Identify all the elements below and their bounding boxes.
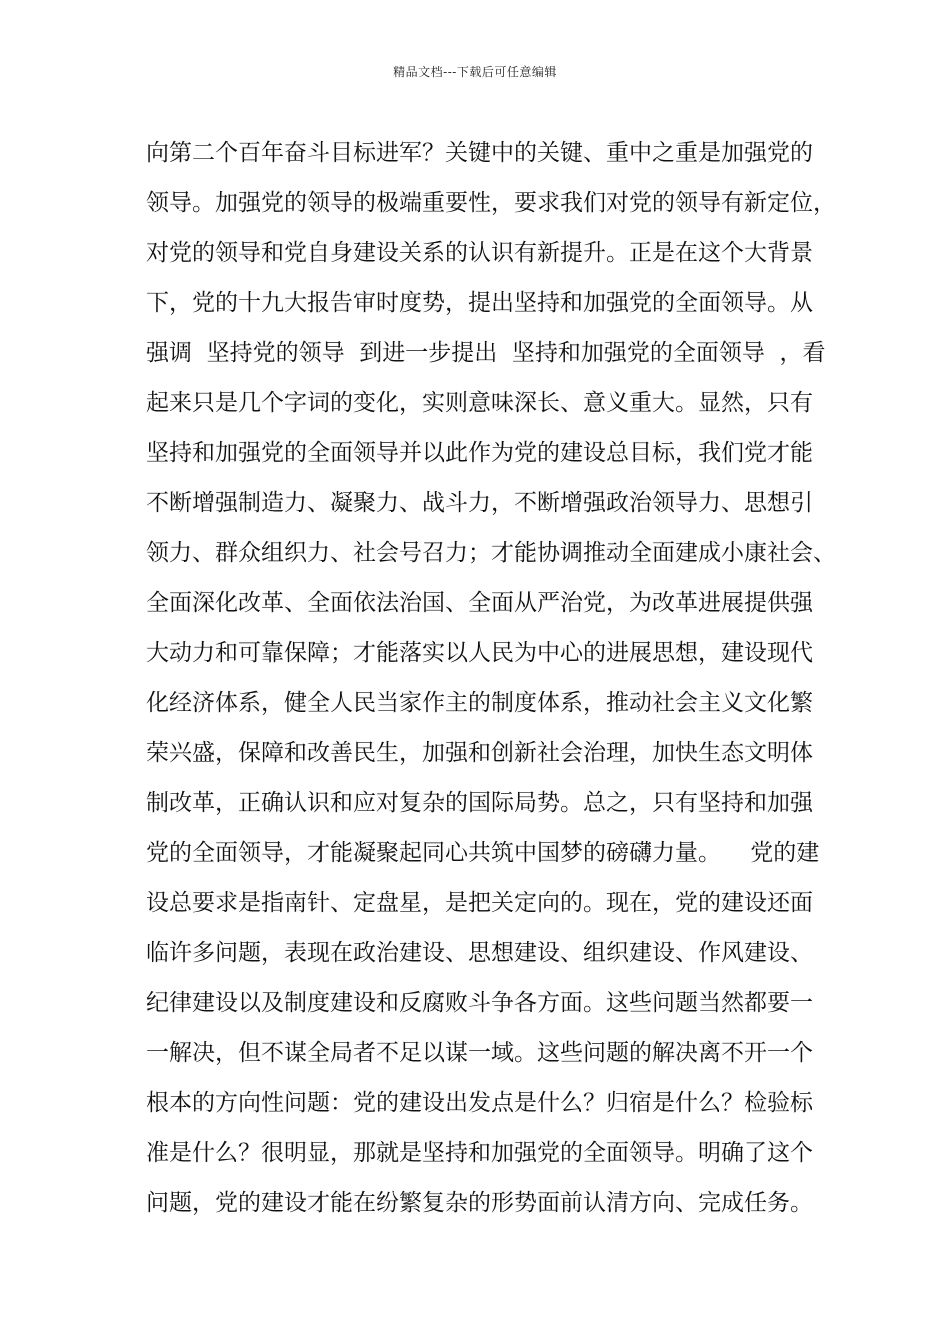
text-line: 制改革，正确认识和应对复杂的国际局势。总之，只有坚持和加强: [146, 790, 813, 816]
text-line: 起来只是几个字词的变化，实则意味深长、意义重大。显然，只有: [146, 390, 813, 416]
text-line: 坚持和加强党的全面领导并以此作为党的建设总目标，我们党才能: [146, 440, 813, 466]
text-line: 向第二个百年奋斗目标进军？关键中的关键、重中之重是加强党的: [146, 140, 813, 166]
text-line: 设总要求是指南针、定盘星，是把关定向的。现在，党的建设还面: [146, 890, 813, 916]
text-line: 对党的领导和党自身建设关系的认识有新提升。正是在这个大背景: [146, 240, 813, 266]
text-line: 下，党的十九大报告审时度势，提出坚持和加强党的全面领导。从: [146, 290, 813, 316]
text-line: 根本的方向性问题：党的建设出发点是什么？归宿是什么？检验标: [146, 1090, 813, 1116]
text-line: 问题，党的建设才能在纷繁复杂的形势面前认清方向、完成任务。: [146, 1190, 813, 1216]
text-line: 全面深化改革、全面依法治国、全面从严治党，为改革进展提供强: [146, 590, 813, 616]
text-line: 领导。加强党的领导的极端重要性，要求我们对党的领导有新定位，: [146, 190, 836, 216]
text-line: 准是什么？很明显，那就是坚持和加强党的全面领导。明确了这个: [146, 1140, 813, 1166]
body-paragraph: [146, 128, 846, 1228]
text-line: 党的全面领导，才能凝聚起同心共筑中国梦的磅礴力量。 党的建: [146, 840, 820, 866]
text-line: 一解决，但不谋全局者不足以谋一域。这些问题的解决离不开一个: [146, 1040, 813, 1066]
text-line: 强调 坚持党的领导 到进一步提出 坚持和加强党的全面领导 ，看: [146, 340, 826, 366]
text-line: 纪律建设以及制度建设和反腐败斗争各方面。这些问题当然都要一: [146, 990, 813, 1016]
page-header: 精品文档---下载后可任意编辑: [393, 65, 557, 79]
text-line: 荣兴盛，保障和改善民生，加强和创新社会治理，加快生态文明体: [146, 740, 813, 766]
text-line: 领力、群众组织力、社会号召力；才能协调推动全面建成小康社会、: [146, 540, 836, 566]
text-line: 临许多问题，表现在政治建设、思想建设、组织建设、作风建设、: [146, 940, 813, 966]
text-line: 化经济体系，健全人民当家作主的制度体系，推动社会主义文化繁: [146, 690, 813, 716]
text-line: 不断增强制造力、凝聚力、战斗力，不断增强政治领导力、思想引: [146, 490, 813, 516]
text-line: 大动力和可靠保障；才能落实以人民为中心的进展思想，建设现代: [146, 640, 813, 666]
